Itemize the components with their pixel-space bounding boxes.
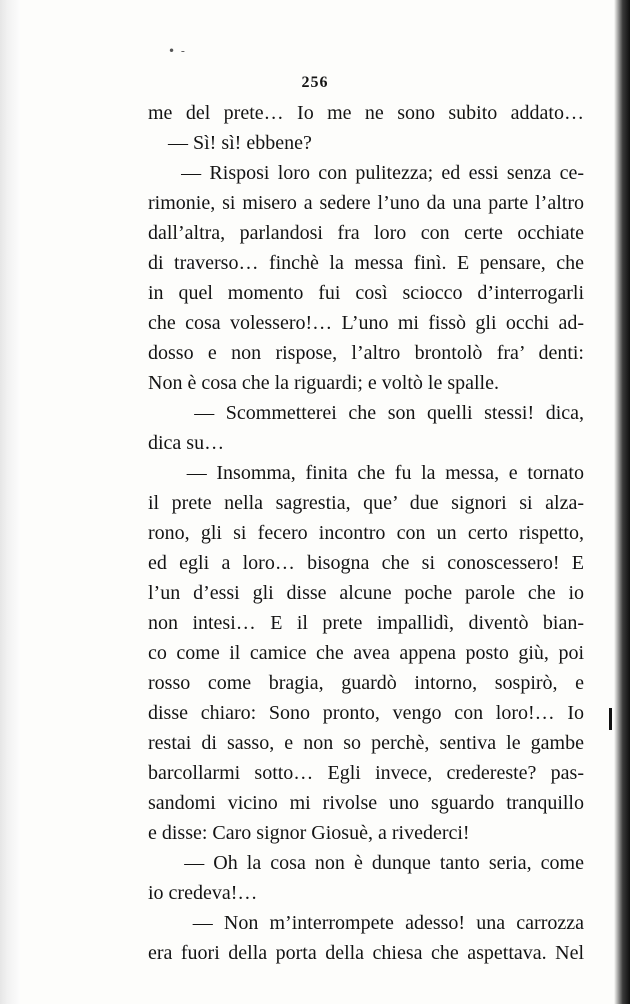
text-line: — Oh la cosa non è dunque tanto seria, come — [148, 852, 584, 874]
text-line: — Risposi loro con pulitezza; ed essi senza ce- — [148, 162, 584, 184]
text-line: rimonie, si misero a sedere l’uno da una parte l’altro — [148, 192, 584, 214]
text-line: — Non m’interrompete adesso! una carrozza — [148, 912, 584, 934]
text-line: — Scommetterei che son quelli stessi! dica, — [148, 402, 584, 424]
text-line: dica su… — [148, 432, 225, 454]
text-line: il prete nella sagrestia, que’ due signori si alza- — [148, 492, 584, 514]
text-line: rono, gli si fecero incontro con un certo rispetto, — [148, 522, 584, 544]
text-line: me del prete… Io me ne sono subito addato… — [148, 102, 584, 124]
text-line: in quel momento fui così sciocco d’interrogarli — [148, 282, 584, 304]
text-line: non intesi… E il prete impallidì, diventò bian- — [148, 612, 584, 634]
text-line: che cosa volessero!… L’uno mi fissò gli occhi ad- — [148, 312, 584, 334]
text-line: ed egli a loro… bisogna che si conoscessero! E — [148, 552, 584, 574]
printer-ornament: • - — [168, 44, 186, 58]
text-line: e disse: Caro signor Giosuè, a rivederci! — [148, 822, 470, 844]
text-line: di traverso… finchè la messa finì. E pensare, che — [148, 252, 584, 274]
text-line: dall’altra, parlandosi fra loro con certe occhiate — [148, 222, 584, 244]
text-line: — Insomma, finita che fu la messa, e tornato — [148, 462, 584, 484]
page-number: 256 — [301, 74, 329, 91]
text-line: dosso e non rispose, l’altro brontolò fra’ denti: — [148, 342, 584, 364]
text-line: barcollarmi sotto… Egli invece, credereste? pas- — [148, 762, 584, 784]
text-line: sandomi vicino mi rivolse uno sguardo tranquillo — [148, 792, 584, 814]
margin-mark — [609, 708, 612, 730]
page-edge-shadow — [614, 0, 630, 1004]
text-line: disse chiaro: Sono pronto, vengo con loro!… Io — [148, 702, 584, 724]
text-line: era fuori della porta della chiesa che aspettava. Nel — [148, 942, 584, 964]
text-line: l’un d’essi gli disse alcune poche parole che io — [148, 582, 584, 604]
body-text — [148, 98, 584, 968]
text-line: co come il camice che avea appena posto giù, poi — [148, 642, 584, 664]
text-line: restai di sasso, e non so perchè, sentiva le gambe — [148, 732, 584, 754]
text-line: Non è cosa che la riguardi; e voltò le spalle. — [148, 372, 499, 394]
text-line: rosso come bragia, guardò intorno, sospirò, e — [148, 672, 584, 694]
text-line: io credeva!… — [148, 882, 258, 904]
text-line: — Sì! sì! ebbene? — [148, 132, 312, 154]
page-gutter-shadow — [0, 0, 20, 1004]
